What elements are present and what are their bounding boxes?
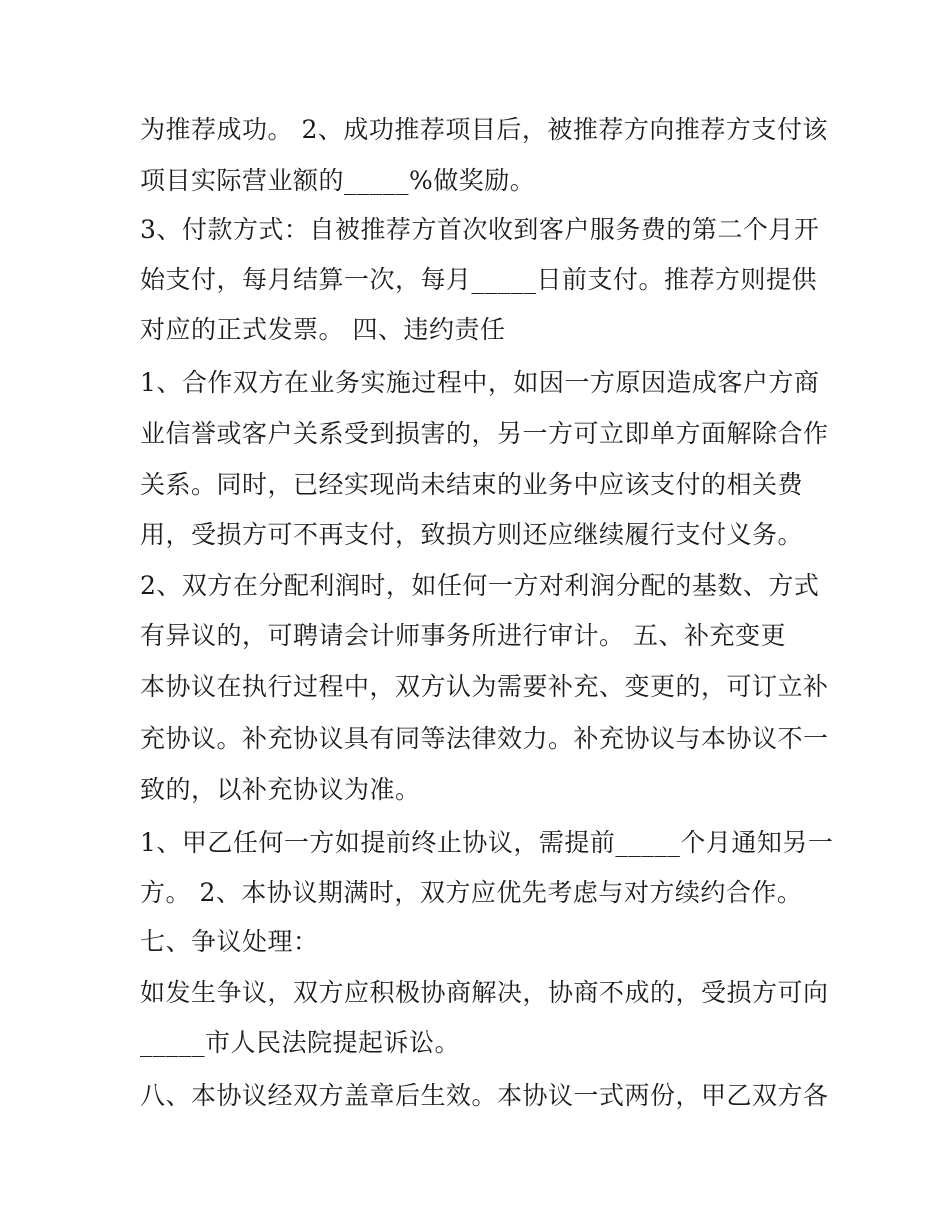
text-line: 关系。同时，已经实现尚未结束的业务中应该支付的相关费 xyxy=(140,470,804,499)
text-line: 如发生争议，双方应积极协商解决，协商不成的，受损方可向 xyxy=(140,978,829,1007)
text-line: 八、本协议经双方盖章后生效。本协议一式两份，甲乙双方各 xyxy=(140,1081,829,1110)
text-line: 1、甲乙任何一方如提前终止协议，需提前_____个月通知另一 xyxy=(140,828,834,857)
text-line: 项目实际营业额的_____%做奖励。 xyxy=(140,166,536,195)
text-line: 致的，以补充协议为准。 xyxy=(140,775,421,804)
text-line: 本协议在执行过程中，双方认为需要补充、变更的，可订立补 xyxy=(140,672,829,701)
text-line: _____市人民法院提起诉讼。 xyxy=(140,1028,461,1057)
text-line: 充协议。补充协议具有同等法律效力。补充协议与本协议不一 xyxy=(140,724,829,753)
text-line: 对应的正式发票。 四、违约责任 xyxy=(140,315,506,344)
text-line: 3、付款方式：自被推荐方首次收到客户服务费的第二个月开 xyxy=(140,215,820,244)
text-line: 1、合作双方在业务实施过程中，如因一方原因造成客户方商 xyxy=(140,368,820,397)
text-line: 方。 2、本协议期满时，双方应优先考虑与对方续约合作。 xyxy=(140,878,803,907)
text-line: 有异议的，可聘请会计师事务所进行审计。 五、补充变更 xyxy=(140,621,786,650)
text-line: 七、争议处理： xyxy=(140,927,319,956)
text-line: 2、双方在分配利润时，如任何一方对利润分配的基数、方式 xyxy=(140,571,820,600)
text-line: 始支付，每月结算一次，每月_____日前支付。推荐方则提供 xyxy=(140,265,818,294)
text-line: 用，受损方可不再支付，致损方则还应继续履行支付义务。 xyxy=(140,520,804,549)
text-line: 业信誉或客户关系受到损害的，另一方可立即单方面解除合作 xyxy=(140,419,829,448)
text-line: 为推荐成功。 2、成功推荐项目后，被推荐方向推荐方支付该 xyxy=(140,115,828,144)
